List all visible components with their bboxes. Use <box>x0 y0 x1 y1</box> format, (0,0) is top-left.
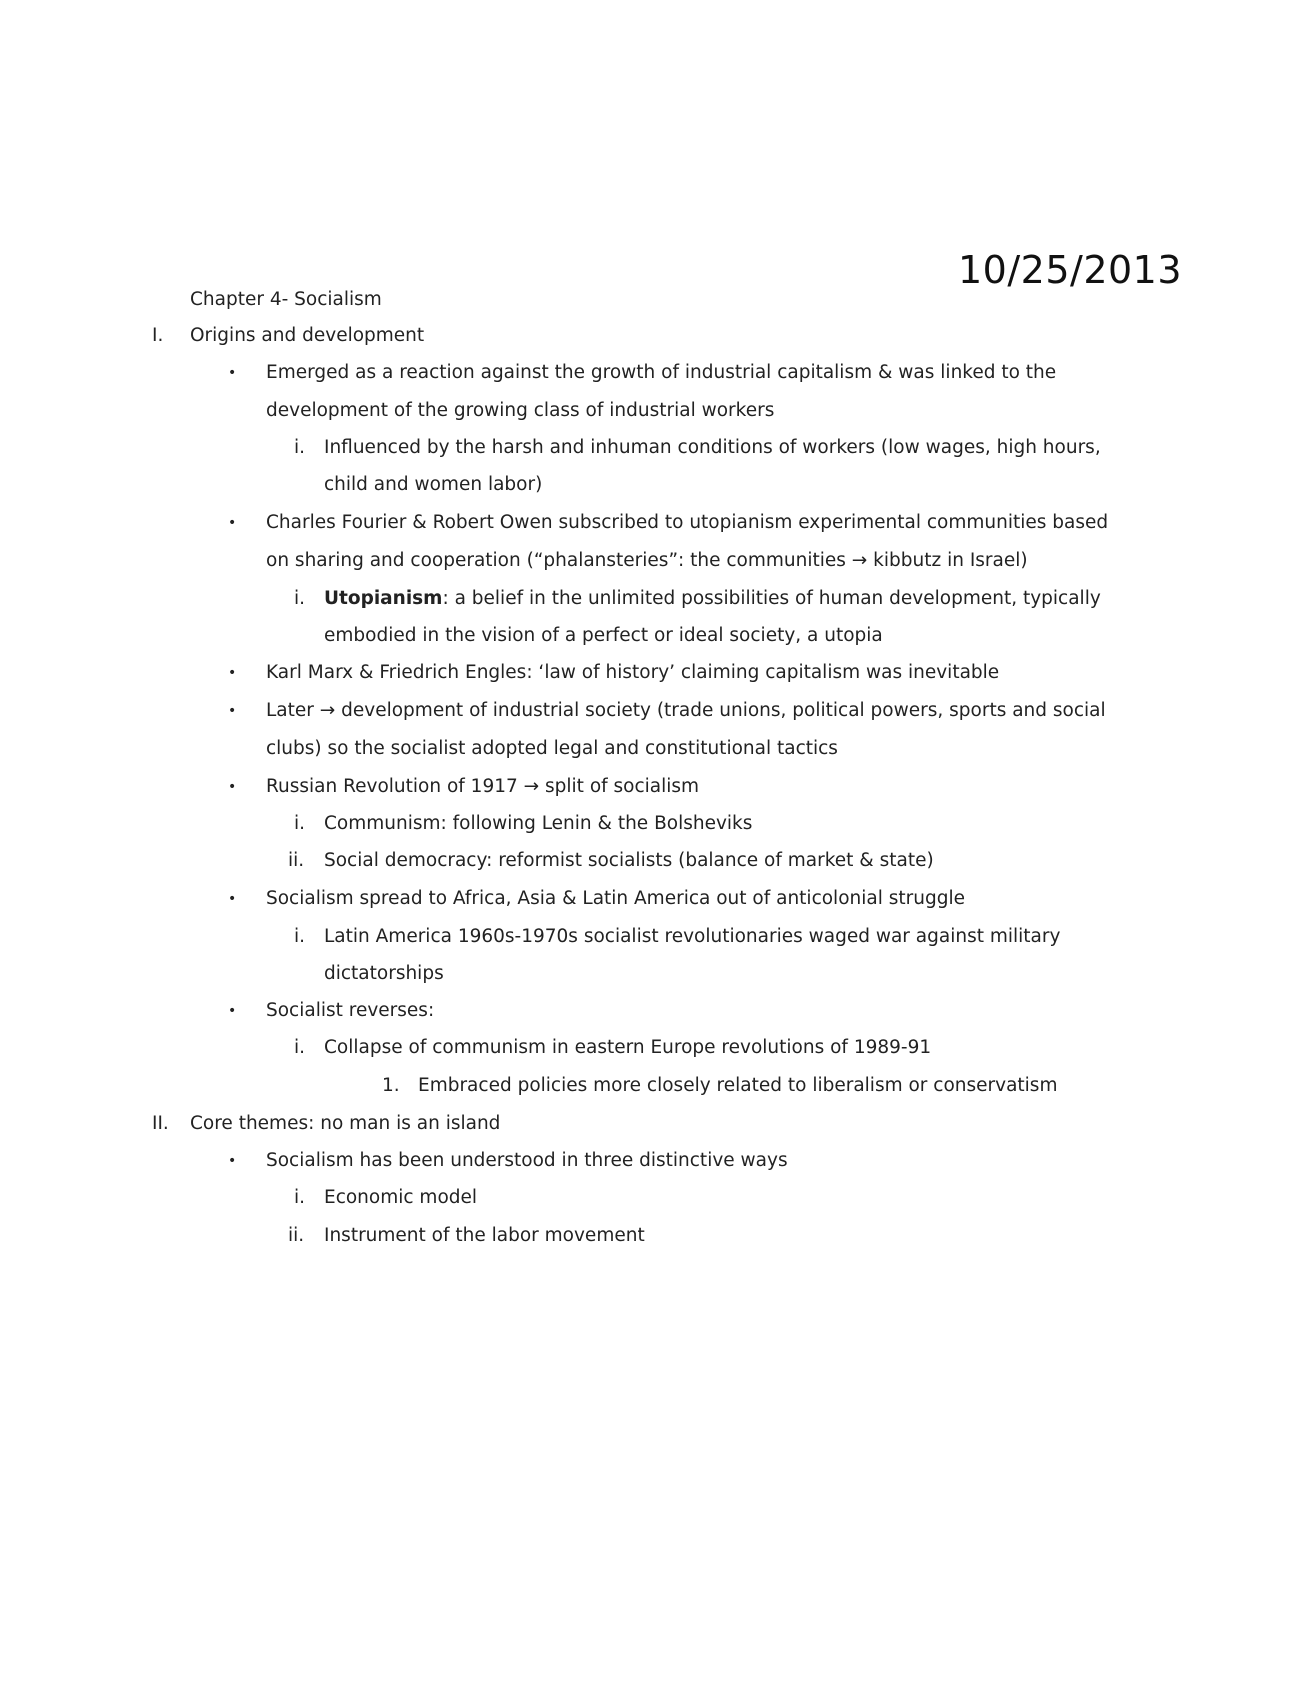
sub-item-marker: i. <box>294 588 306 609</box>
document-date: 10/25/2013 <box>958 248 1183 292</box>
sub-item-marker: ii. <box>288 1225 305 1246</box>
list-item: development of the growing class of industrial workers <box>266 400 775 421</box>
bullet-icon: • <box>228 779 237 795</box>
sub-item: embodied in the vision of a perfect or ideal society, a utopia <box>324 625 883 646</box>
bullet-icon: • <box>228 365 237 381</box>
sub-item-marker: ii. <box>288 850 305 871</box>
sub-item: Influenced by the harsh and inhuman conditions of workers (low wages, high hours, <box>324 437 1101 458</box>
subsub-item-marker: 1. <box>382 1075 400 1096</box>
sub-item: Instrument of the labor movement <box>324 1225 645 1246</box>
list-item: Charles Fourier & Robert Owen subscribed to utopianism experimental communities based <box>266 512 1109 533</box>
utopianism-definition: : a belief in the unlimited possibilities of human development, typically <box>442 588 1101 609</box>
list-item: Later → development of industrial society (trade unions, political powers, sports and social <box>266 700 1106 721</box>
list-item: on sharing and cooperation (“phalansteries”: the communities → kibbutz in Israel) <box>266 550 1028 571</box>
sub-item: child and women labor) <box>324 474 543 495</box>
bullet-icon: • <box>228 703 237 719</box>
bullet-icon: • <box>228 515 237 531</box>
section-heading: Core themes: no man is an island <box>190 1113 501 1134</box>
section-marker: II. <box>152 1113 169 1134</box>
sub-item <box>324 588 1101 610</box>
sub-item-marker: i. <box>294 1037 306 1058</box>
sub-item-marker: i. <box>294 926 306 947</box>
subsub-item: Embraced policies more closely related to liberalism or conservatism <box>418 1075 1058 1096</box>
chapter-title: Chapter 4- Socialism <box>190 289 382 310</box>
section-heading: Origins and development <box>190 325 425 346</box>
list-item: Socialist reverses: <box>266 1000 435 1021</box>
list-item: Socialism spread to Africa, Asia & Latin America out of anticolonial struggle <box>266 888 965 909</box>
list-item: Russian Revolution of 1917 → split of socialism <box>266 776 700 797</box>
bullet-icon: • <box>228 1003 237 1019</box>
sub-item: Social democracy: reformist socialists (balance of market & state) <box>324 850 934 871</box>
sub-item-marker: i. <box>294 1187 306 1208</box>
sub-item-marker: i. <box>294 813 306 834</box>
utopianism-term: Utopianism <box>324 588 443 609</box>
list-item: Emerged as a reaction against the growth of industrial capitalism & was linked to the <box>266 362 1057 383</box>
list-item: Karl Marx & Friedrich Engles: ‘law of history’ claiming capitalism was inevitable <box>266 662 1000 683</box>
list-item: Socialism has been understood in three distinctive ways <box>266 1150 788 1171</box>
sub-item: dictatorships <box>324 963 444 984</box>
sub-item: Communism: following Lenin & the Bolsheviks <box>324 813 753 834</box>
bullet-icon: • <box>228 1153 237 1169</box>
sub-item: Economic model <box>324 1187 478 1208</box>
bullet-icon: • <box>228 891 237 907</box>
sub-item: Latin America 1960s-1970s socialist revolutionaries waged war against military <box>324 926 1061 947</box>
bullet-icon: • <box>228 665 237 681</box>
list-item: clubs) so the socialist adopted legal and constitutional tactics <box>266 738 838 759</box>
sub-item: Collapse of communism in eastern Europe revolutions of 1989-91 <box>324 1037 932 1058</box>
sub-item-marker: i. <box>294 437 306 458</box>
section-marker: I. <box>152 325 164 346</box>
